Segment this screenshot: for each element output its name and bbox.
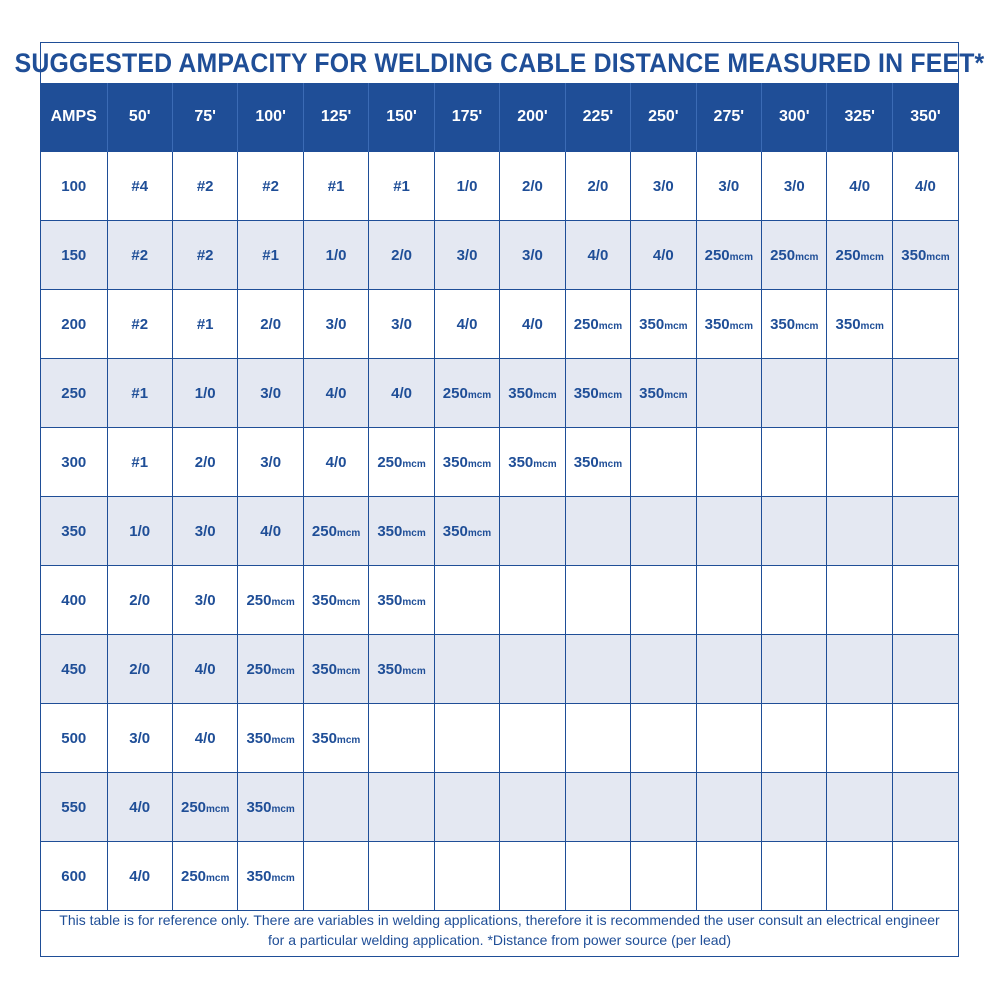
header-distance: 150' — [369, 83, 434, 152]
cable-size-cell — [762, 359, 827, 428]
cable-size-cell — [565, 773, 630, 842]
amps-cell: 550 — [41, 773, 107, 842]
amps-cell: 500 — [41, 704, 107, 773]
cable-size-cell: #2 — [172, 152, 237, 221]
amps-cell: 450 — [41, 635, 107, 704]
cable-size-cell: 250mcm — [172, 773, 237, 842]
cable-size-cell — [827, 635, 892, 704]
cable-size-cell — [696, 497, 761, 566]
cable-size-cell: 350mcm — [303, 566, 368, 635]
cable-size-cell — [565, 842, 630, 911]
table-row — [41, 359, 958, 428]
cable-size-cell: 350mcm — [434, 497, 499, 566]
cable-size-cell: 3/0 — [762, 152, 827, 221]
cable-size-cell — [892, 635, 958, 704]
cable-size-cell — [434, 704, 499, 773]
cable-size-cell: 3/0 — [238, 428, 303, 497]
cable-size-cell — [631, 773, 696, 842]
cable-size-cell — [696, 704, 761, 773]
amps-cell: 150 — [41, 221, 107, 290]
cable-size-cell: 350mcm — [696, 290, 761, 359]
cable-size-cell — [631, 842, 696, 911]
cable-size-cell — [827, 773, 892, 842]
cable-size-cell: 250mcm — [696, 221, 761, 290]
cable-size-cell — [369, 704, 434, 773]
cable-size-cell: 350mcm — [369, 497, 434, 566]
cable-size-cell — [892, 290, 958, 359]
cable-size-cell — [892, 497, 958, 566]
header-distance: 350' — [892, 83, 958, 152]
cable-size-cell: 3/0 — [631, 152, 696, 221]
cable-size-cell: 4/0 — [238, 497, 303, 566]
cable-size-cell: #1 — [238, 221, 303, 290]
cable-size-cell — [565, 497, 630, 566]
cable-size-cell: #1 — [107, 428, 172, 497]
cable-size-cell — [827, 428, 892, 497]
cable-size-cell: 1/0 — [107, 497, 172, 566]
cable-size-cell: 3/0 — [107, 704, 172, 773]
cable-size-cell: #4 — [107, 152, 172, 221]
cable-size-cell — [827, 359, 892, 428]
cable-size-cell: 2/0 — [369, 221, 434, 290]
cable-size-cell — [500, 635, 565, 704]
table-row — [41, 428, 958, 497]
table-row — [41, 635, 958, 704]
ampacity-table — [41, 83, 958, 911]
amps-cell: 200 — [41, 290, 107, 359]
ampacity-chart — [14, 42, 985, 957]
table-row — [41, 566, 958, 635]
amps-cell: 350 — [41, 497, 107, 566]
cable-size-cell: 350mcm — [434, 428, 499, 497]
cable-size-cell — [631, 497, 696, 566]
table-row — [41, 221, 958, 290]
cable-size-cell — [565, 566, 630, 635]
cable-size-cell — [762, 428, 827, 497]
cable-size-cell — [500, 566, 565, 635]
amps-cell: 100 — [41, 152, 107, 221]
table-row — [41, 773, 958, 842]
cable-size-cell: 3/0 — [369, 290, 434, 359]
header-distance: 50' — [107, 83, 172, 152]
cable-size-cell — [565, 704, 630, 773]
cable-size-cell: 4/0 — [565, 221, 630, 290]
amps-cell: 400 — [41, 566, 107, 635]
table-row — [41, 704, 958, 773]
cable-size-cell: 350mcm — [500, 428, 565, 497]
cable-size-cell — [827, 566, 892, 635]
cable-size-cell — [500, 842, 565, 911]
cable-size-cell: 350mcm — [238, 773, 303, 842]
cable-size-cell: 350mcm — [303, 704, 368, 773]
cable-size-cell: 250mcm — [369, 428, 434, 497]
footnote — [41, 906, 958, 956]
cable-size-cell: 4/0 — [892, 152, 958, 221]
cable-size-cell — [892, 359, 958, 428]
header-distance: 75' — [172, 83, 237, 152]
cable-size-cell — [303, 773, 368, 842]
cable-size-cell: 2/0 — [172, 428, 237, 497]
cable-size-cell — [827, 842, 892, 911]
amps-cell: 250 — [41, 359, 107, 428]
cable-size-cell: 350mcm — [369, 635, 434, 704]
table-row — [41, 497, 958, 566]
cable-size-cell — [500, 497, 565, 566]
cable-size-cell — [696, 359, 761, 428]
cable-size-cell — [696, 773, 761, 842]
cable-size-cell: 4/0 — [107, 842, 172, 911]
chart-title: SUGGESTED AMPACITY FOR WELDING CABLE DISTANCE MEASURED IN FEET* — [14, 47, 985, 78]
cable-size-cell — [762, 566, 827, 635]
cable-size-cell: 250mcm — [434, 359, 499, 428]
cable-size-cell: 4/0 — [434, 290, 499, 359]
cable-size-cell: 3/0 — [172, 497, 237, 566]
table-row — [41, 290, 958, 359]
header-distance: 225' — [565, 83, 630, 152]
header-distance: 325' — [827, 83, 892, 152]
cable-size-cell — [696, 566, 761, 635]
cable-size-cell: 3/0 — [434, 221, 499, 290]
cable-size-cell — [696, 635, 761, 704]
cable-size-cell — [762, 842, 827, 911]
cable-size-cell: 2/0 — [500, 152, 565, 221]
cable-size-cell: 1/0 — [172, 359, 237, 428]
cable-size-cell: #1 — [107, 359, 172, 428]
cable-size-cell — [500, 704, 565, 773]
cable-size-cell: 4/0 — [172, 704, 237, 773]
cable-size-cell: 350mcm — [303, 635, 368, 704]
cable-size-cell: 4/0 — [172, 635, 237, 704]
header-distance: 125' — [303, 83, 368, 152]
header-distance: 175' — [434, 83, 499, 152]
cable-size-cell — [892, 842, 958, 911]
cable-size-cell: 3/0 — [500, 221, 565, 290]
cable-size-cell: 3/0 — [238, 359, 303, 428]
cable-size-cell: 350mcm — [238, 704, 303, 773]
cable-size-cell — [696, 428, 761, 497]
cable-size-cell: 2/0 — [107, 566, 172, 635]
cable-size-cell — [762, 497, 827, 566]
table-row — [41, 842, 958, 911]
header-distance: 100' — [238, 83, 303, 152]
cable-size-cell: 4/0 — [107, 773, 172, 842]
cable-size-cell — [892, 773, 958, 842]
cable-size-cell: 350mcm — [631, 359, 696, 428]
header-distance: 300' — [762, 83, 827, 152]
cable-size-cell: #2 — [107, 290, 172, 359]
cable-size-cell — [369, 773, 434, 842]
cable-size-cell: 350mcm — [762, 290, 827, 359]
cable-size-cell: 350mcm — [565, 428, 630, 497]
cable-size-cell: 4/0 — [631, 221, 696, 290]
cable-size-cell: #2 — [107, 221, 172, 290]
cable-size-cell: 3/0 — [172, 566, 237, 635]
header-row — [41, 83, 958, 152]
cable-size-cell — [762, 704, 827, 773]
cable-size-cell — [762, 635, 827, 704]
footnote-line-2: for a particular welding application. *Distance from power source (per lead) — [268, 932, 731, 948]
header-distance: 200' — [500, 83, 565, 152]
cable-size-cell: 350mcm — [369, 566, 434, 635]
cable-size-cell — [892, 704, 958, 773]
cable-size-cell: 3/0 — [696, 152, 761, 221]
table-row — [41, 152, 958, 221]
cable-size-cell: 350mcm — [631, 290, 696, 359]
cable-size-cell — [369, 842, 434, 911]
cable-size-cell: 1/0 — [434, 152, 499, 221]
cable-size-cell — [892, 566, 958, 635]
cable-size-cell — [696, 842, 761, 911]
cable-size-cell — [631, 566, 696, 635]
cable-size-cell — [631, 635, 696, 704]
cable-size-cell: #1 — [303, 152, 368, 221]
cable-size-cell: 4/0 — [303, 428, 368, 497]
cable-size-cell: 350mcm — [238, 842, 303, 911]
cable-size-cell: 350mcm — [500, 359, 565, 428]
cable-size-cell: 1/0 — [303, 221, 368, 290]
cable-size-cell — [631, 704, 696, 773]
cable-size-cell — [434, 566, 499, 635]
cable-size-cell: 4/0 — [500, 290, 565, 359]
cable-size-cell: 4/0 — [303, 359, 368, 428]
cable-size-cell: #1 — [172, 290, 237, 359]
cable-size-cell: 350mcm — [892, 221, 958, 290]
header-distance: 275' — [696, 83, 761, 152]
cable-size-cell: 250mcm — [303, 497, 368, 566]
header-distance: 250' — [631, 83, 696, 152]
cable-size-cell — [500, 773, 565, 842]
cable-size-cell — [892, 428, 958, 497]
cable-size-cell — [827, 497, 892, 566]
cable-size-cell: 250mcm — [565, 290, 630, 359]
cable-size-cell — [762, 773, 827, 842]
amps-cell: 300 — [41, 428, 107, 497]
header-amps: AMPS — [41, 83, 107, 152]
cable-size-cell — [565, 635, 630, 704]
cable-size-cell: #2 — [172, 221, 237, 290]
cable-size-cell: 2/0 — [107, 635, 172, 704]
cable-size-cell: 250mcm — [238, 566, 303, 635]
cable-size-cell: 4/0 — [827, 152, 892, 221]
cable-size-cell — [303, 842, 368, 911]
cable-size-cell: 250mcm — [827, 221, 892, 290]
cable-size-cell: 4/0 — [369, 359, 434, 428]
cable-size-cell — [434, 635, 499, 704]
cable-size-cell: #2 — [238, 152, 303, 221]
cable-size-cell — [434, 842, 499, 911]
cable-size-cell — [631, 428, 696, 497]
cable-size-cell: 350mcm — [827, 290, 892, 359]
cable-size-cell: #1 — [369, 152, 434, 221]
cable-size-cell: 3/0 — [303, 290, 368, 359]
cable-size-cell: 2/0 — [238, 290, 303, 359]
cable-size-cell: 250mcm — [238, 635, 303, 704]
cable-size-cell: 250mcm — [172, 842, 237, 911]
cable-size-cell: 250mcm — [762, 221, 827, 290]
amps-cell: 600 — [41, 842, 107, 911]
cable-size-cell — [434, 773, 499, 842]
cable-size-cell: 2/0 — [565, 152, 630, 221]
cable-size-cell — [827, 704, 892, 773]
footnote-line-1: This table is for reference only. There are variables in welding applications, therefore it is recommended the user consult an electrical engineer — [59, 912, 940, 928]
cable-size-cell: 350mcm — [565, 359, 630, 428]
